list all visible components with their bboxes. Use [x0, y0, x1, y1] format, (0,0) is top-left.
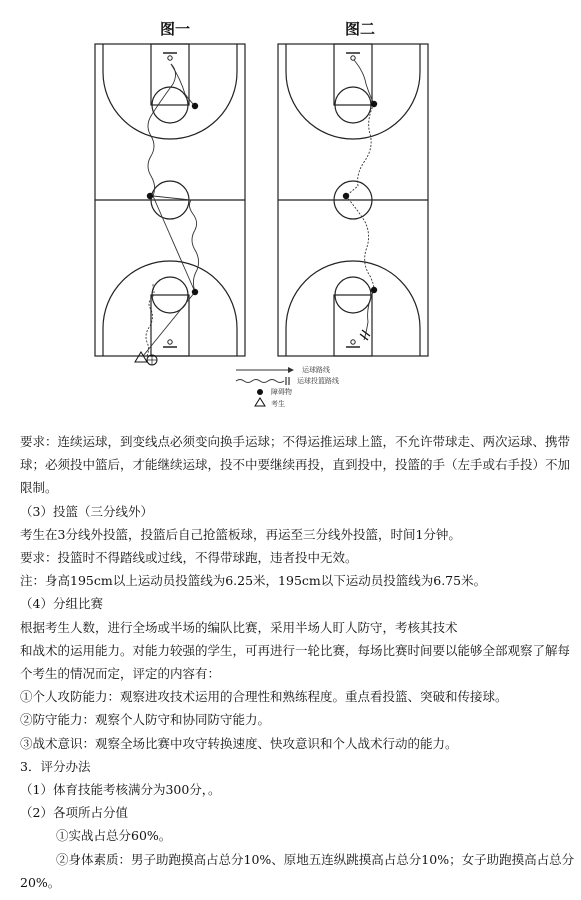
- section-4-heading: （4）分组比赛: [20, 596, 103, 612]
- scoring-item-2b: ②身体素质：男子助跑摸高占总分10%、原地五连纵跳摸高占总分10%；女子助跑摸高占总分20%。: [20, 851, 575, 890]
- scoring-item-2: （2）各项所占分值: [20, 805, 128, 821]
- legend-dribble-shoot-route: 运球投篮路线: [297, 377, 339, 385]
- court-2: [278, 44, 428, 356]
- scoring-heading: 3．评分办法: [20, 758, 91, 774]
- criteria-item-3: ③战术意识：观察全场比赛中攻守转换速度、快攻意识和个人战术行动的能力。: [20, 735, 458, 751]
- legend-dribble-route: 运球路线: [302, 366, 330, 374]
- section-3-heading: （3）投篮（三分线外）: [20, 503, 153, 519]
- section-3-requirement: 要求：投篮时不得踏线或过线，不得带球跑，违者投中无效。: [20, 550, 358, 566]
- section-3-description: 考生在3分线外投篮，投篮后自己抢篮板球，再运至三分线外投篮，时间1分钟。: [20, 526, 461, 542]
- section-4-line-2: 和战术的运用能力。对能力较强的学生，可再进行一轮比赛，每场比赛时间要以能够全部观察了解每个考生的情况而定，评定的内容有：: [20, 642, 571, 682]
- scoring-item-2a: ①实战占总分60%。: [56, 828, 172, 844]
- figure-1-title: 图一: [160, 20, 191, 38]
- criteria-item-1: ①个人攻防能力：观察进攻技术运用的合理性和熟练程度。重点看投篮、突破和传接球。: [20, 689, 508, 705]
- court-1: [95, 44, 245, 365]
- scoring-item-1: （1）体育技能考核满分为300分，。: [20, 782, 221, 798]
- requirement-paragraph: 要求：连续运球，到变线点必须变向换手运球；不得运推运球上篮，不允许带球走、两次运球、携带球；必须投中篮后，才能继续运球，投不中要继续再投，直到投中，投篮的手（左手或右手投）不加限制。: [20, 434, 571, 496]
- legend-obstacle: 障碍物: [271, 388, 292, 396]
- criteria-item-2: ②防守能力：观察个人防守和协同防守能力。: [20, 712, 271, 728]
- basketball-courts-drawing: [0, 0, 581, 412]
- section-3-note: 注：身高195cm以上运动员投篮线为6.25米，195cm以下运动员投篮线为6.75米。: [20, 573, 487, 589]
- figure-2-title: 图二: [345, 20, 376, 38]
- court-diagram-figure: [0, 0, 581, 412]
- legend-candidate: 考生: [271, 400, 285, 408]
- section-4-line-1: 根据考生人数，进行全场或半场的编队比赛，采用半场人盯人防守，考核其技术: [20, 619, 458, 635]
- document-body: [20, 430, 575, 894]
